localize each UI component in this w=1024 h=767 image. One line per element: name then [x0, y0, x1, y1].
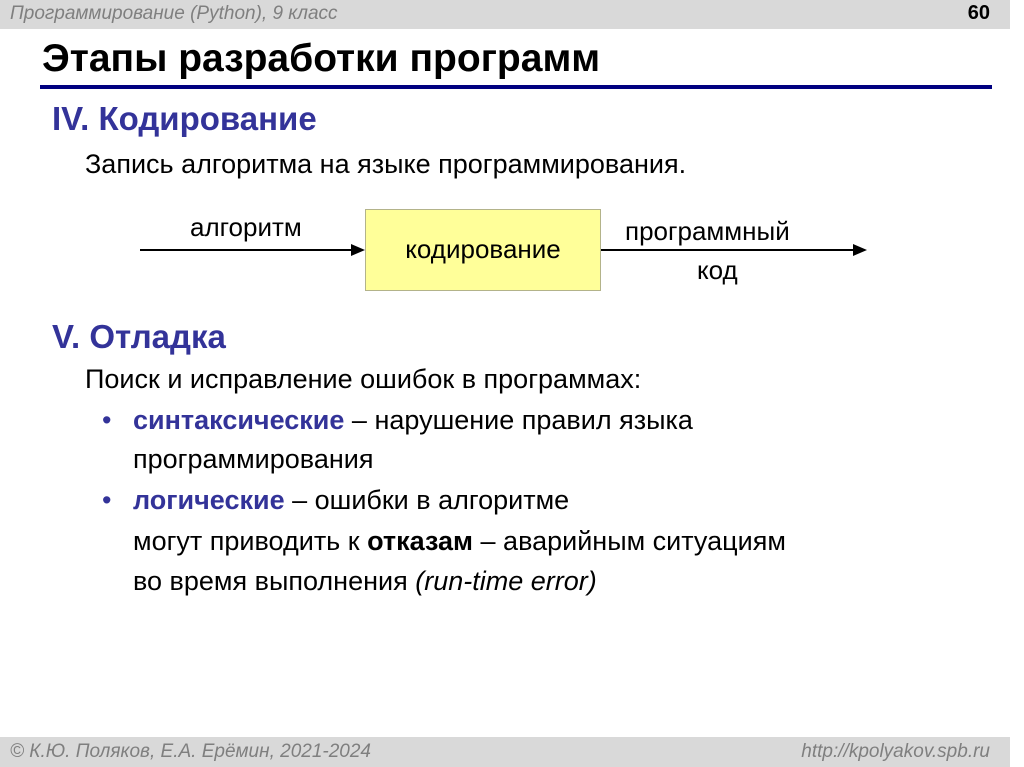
input-arrow-icon [351, 244, 365, 256]
title-underline [40, 85, 992, 89]
failures-term: отказам [367, 526, 474, 556]
footer-url[interactable]: http://kpolyakov.spb.ru [801, 741, 990, 762]
section-debug-heading: V. Отладка [52, 318, 226, 355]
line2-suffix: – аварийным ситуациям [473, 526, 786, 556]
input-label: алгоритм [190, 212, 302, 242]
section-coding-description: Запись алгоритма на языке программирования. [85, 149, 687, 179]
bullet-syntax [133, 405, 693, 436]
section-debug-description: Поиск и исправление ошибок в программах: [85, 364, 642, 394]
output-label-line1: программный [625, 216, 790, 246]
bullet-logic-line3 [133, 566, 597, 597]
bullet-syntax-text: – нарушение правил языка [344, 405, 693, 435]
runtime-error-term: (run-time error) [415, 566, 597, 596]
bullet-logic-text: – ошибки в алгоритме [284, 485, 570, 515]
footer-bar [0, 737, 1010, 767]
header-bar [0, 0, 1010, 29]
bullet-icon: • [102, 405, 112, 435]
bullet-syntax-continuation: программирования [133, 444, 374, 474]
coding-box-label: кодирование [405, 234, 561, 264]
slide-title: Этапы разработки программ [42, 37, 601, 80]
input-arrow-line [140, 249, 352, 251]
output-label-line2: код [697, 255, 738, 285]
output-arrow-icon [853, 244, 867, 256]
output-arrow-line [601, 249, 855, 251]
bullet-logic-term: логические [133, 485, 285, 515]
bullet-logic-line2 [133, 526, 786, 557]
bullet-icon: • [102, 485, 112, 515]
page-number: 60 [967, 2, 990, 24]
section-coding-heading: IV. Кодирование [52, 100, 317, 137]
footer-authors: © К.Ю. Поляков, Е.А. Ерёмин, 2021-2024 [10, 741, 371, 762]
bullet-syntax-term: синтаксические [133, 405, 345, 435]
line3-prefix: во время выполнения [133, 566, 416, 596]
bullet-logic [133, 485, 569, 516]
course-label: Программирование (Python), 9 класс [10, 3, 338, 24]
coding-box [365, 209, 601, 291]
line2-prefix: могут приводить к [133, 526, 368, 556]
